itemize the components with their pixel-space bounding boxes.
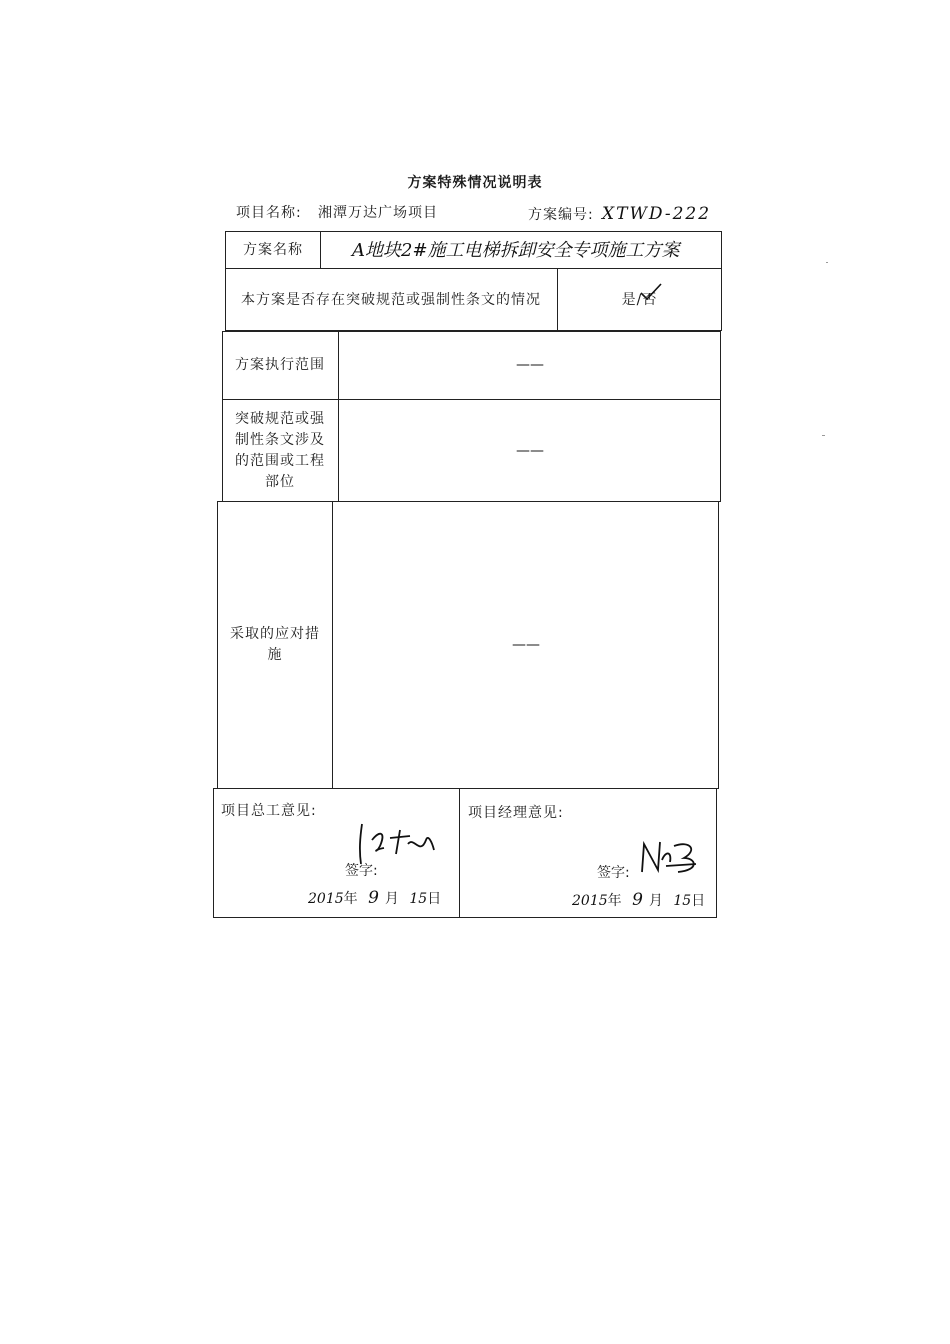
month-char: 月 xyxy=(384,891,399,907)
plan-number-value: XTWD-222 xyxy=(602,204,712,224)
chief-date xyxy=(308,888,441,908)
manager-label: 项目经理意见: xyxy=(468,805,564,821)
col-divider xyxy=(338,331,339,502)
scope-value: —— xyxy=(516,357,544,373)
manager-date-year: 2015 xyxy=(572,893,608,909)
manager-signature xyxy=(636,836,706,880)
breach-scope-value: —— xyxy=(516,442,544,459)
chief-date-day: 15 xyxy=(409,891,428,907)
day-char: 日 xyxy=(691,893,706,909)
chief-date-year: 2015 xyxy=(308,891,344,907)
year-char: 年 xyxy=(607,893,622,909)
manager-date-day: 15 xyxy=(673,893,692,909)
row-divider xyxy=(225,268,722,269)
plan-name-value: A地块2#施工电梯拆卸安全专项施工方案 xyxy=(352,239,680,261)
chief-sign-label: 签字: xyxy=(345,863,378,879)
breach-scope-label: 突破规范或强制性条文涉及的范围或工程部位 xyxy=(235,411,325,490)
breach-question: 本方案是否存在突破规范或强制性条文的情况 xyxy=(241,291,541,308)
col-divider xyxy=(459,788,460,918)
form-title: 方案特殊情况说明表 xyxy=(407,175,543,191)
measures-value: —— xyxy=(512,636,540,653)
manager-sign-label: 签字: xyxy=(597,865,630,881)
plan-number-label: 方案编号: xyxy=(528,207,594,223)
breach-answer: 是/否 xyxy=(621,291,658,308)
year-char: 年 xyxy=(343,891,358,907)
row-divider xyxy=(222,399,721,400)
scope-label: 方案执行范围 xyxy=(235,357,325,373)
project-name-value: 湘潭万达广场项目 xyxy=(318,205,438,221)
col-divider xyxy=(557,268,558,331)
col-divider xyxy=(320,231,321,268)
project-name-label: 项目名称: xyxy=(236,205,302,221)
scan-speck xyxy=(826,262,828,263)
scan-speck xyxy=(822,435,825,436)
measures-label: 采取的应对措施 xyxy=(230,626,320,663)
chief-engineer-label: 项目总工意见: xyxy=(221,803,317,819)
manager-date-month: 9 xyxy=(632,890,643,910)
month-char: 月 xyxy=(648,893,663,909)
plan-name-label: 方案名称 xyxy=(243,241,303,258)
chief-date-month: 9 xyxy=(368,888,379,908)
day-char: 日 xyxy=(427,891,442,907)
manager-date xyxy=(572,890,705,910)
check-mark-icon xyxy=(638,282,664,302)
col-divider xyxy=(332,501,333,789)
